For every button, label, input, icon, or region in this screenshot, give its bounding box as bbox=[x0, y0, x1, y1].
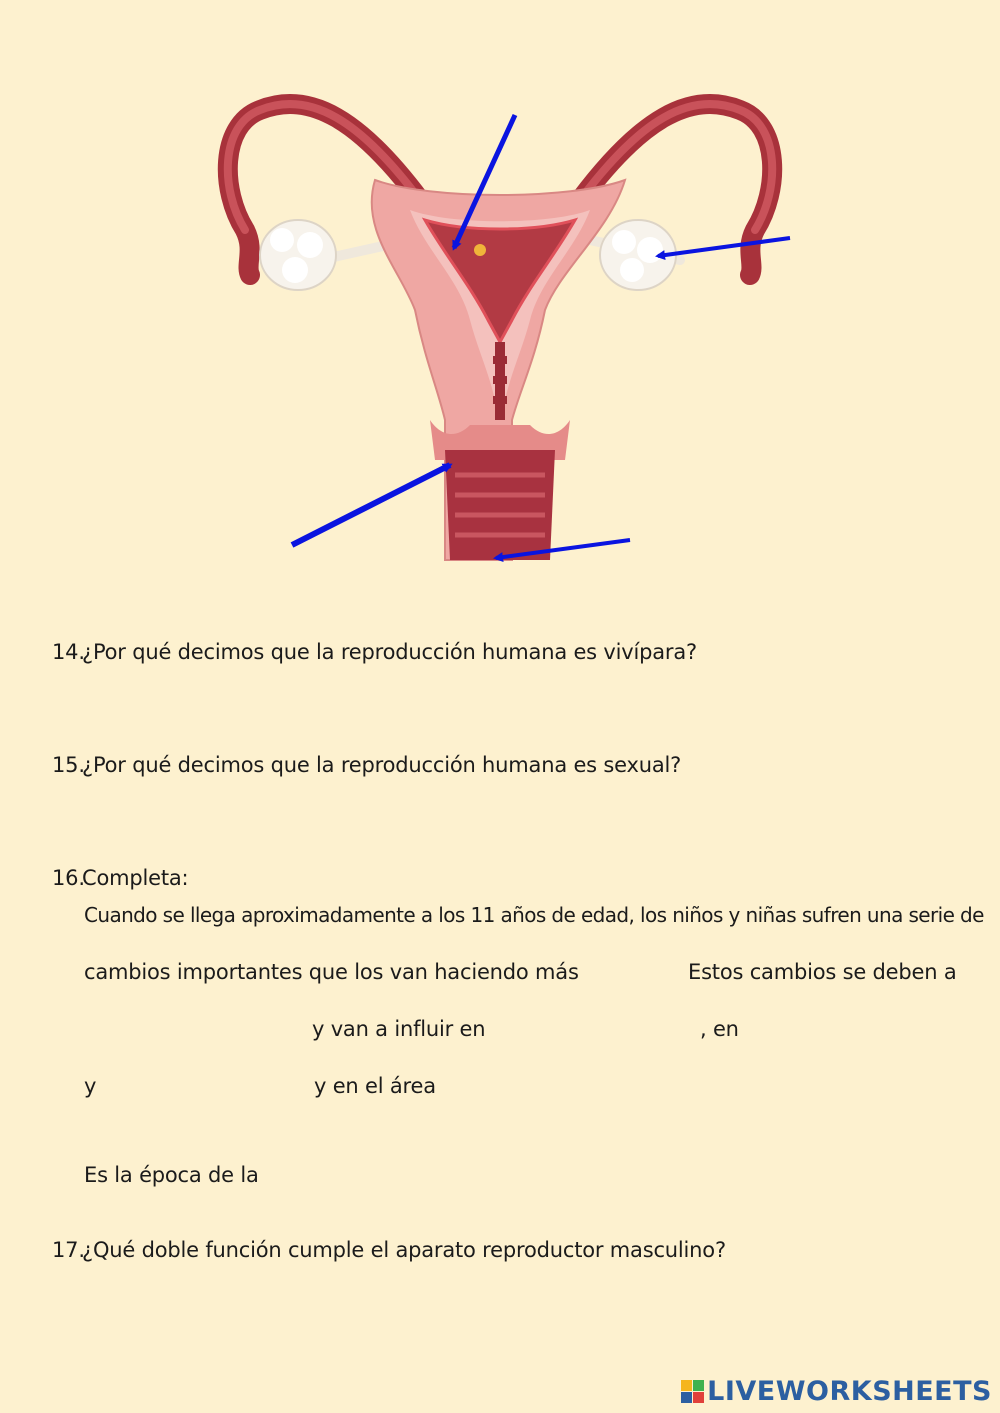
liveworksheets-logo[interactable] bbox=[681, 1376, 992, 1407]
q16-line-3b: , en bbox=[700, 1017, 739, 1041]
logo-grid-icon bbox=[681, 1380, 704, 1403]
vagina bbox=[445, 450, 555, 560]
q16-line-4b: y en el área bbox=[314, 1074, 436, 1098]
question-17-number: 17. bbox=[52, 1238, 85, 1262]
arrow-ovary bbox=[658, 238, 790, 256]
question-14 bbox=[52, 640, 697, 664]
question-14-number: 14. bbox=[52, 640, 85, 664]
brand-name: LIVEWORKSHEETS bbox=[707, 1376, 992, 1407]
question-15 bbox=[52, 753, 681, 777]
arrow-cervix bbox=[292, 465, 450, 545]
q16-line-1: Cuando se llega aproximadamente a los 11 años de edad, los niños y niñas sufren una serie de bbox=[84, 903, 984, 927]
left-ovary bbox=[260, 220, 336, 290]
q16-line-2b: Estos cambios se deben a bbox=[688, 960, 957, 984]
female-reproductive-system-diagram bbox=[200, 80, 800, 580]
question-17-text: ¿Qué doble función cumple el aparato reproductor masculino? bbox=[82, 1238, 726, 1262]
question-16-title: Completa: bbox=[82, 866, 189, 890]
question-16-number: 16. bbox=[52, 866, 85, 890]
embryo bbox=[474, 244, 486, 256]
question-15-number: 15. bbox=[52, 753, 85, 777]
question-15-text: ¿Por qué decimos que la reproducción humana es sexual? bbox=[82, 753, 682, 777]
q16-line-5: Es la época de la bbox=[84, 1163, 259, 1187]
question-16 bbox=[52, 866, 188, 890]
q16-line-2a: cambios importantes que los van haciendo más bbox=[84, 960, 579, 984]
question-17 bbox=[52, 1238, 726, 1262]
question-14-text: ¿Por qué decimos que la reproducción humana es vivípara? bbox=[82, 640, 697, 664]
q16-line-3a: y van a influir en bbox=[312, 1017, 486, 1041]
q16-line-4a: y bbox=[84, 1074, 97, 1098]
